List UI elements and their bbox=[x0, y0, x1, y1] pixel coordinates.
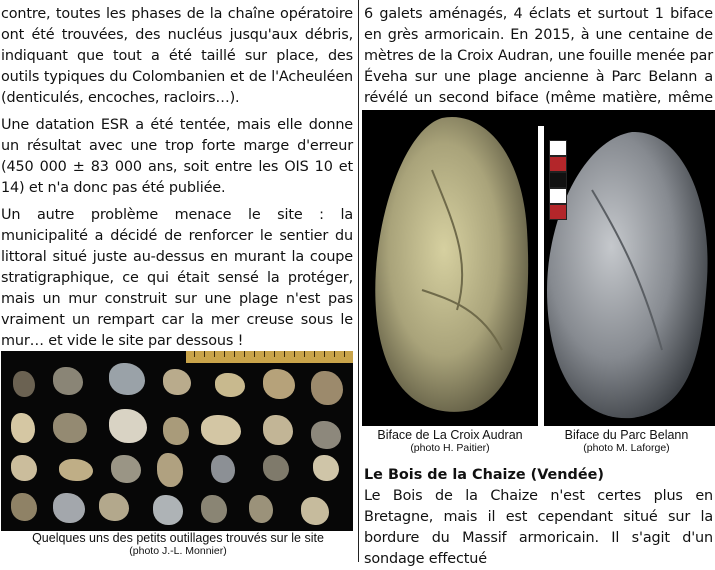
paragraph-datation-esr: Une datation ESR a été tentée, mais elle donne un résultat avec une trop forte marge d'erreur (450 000 ± 83 000 ans, soit entre les OIS 10 et 14) et n'a donc pas été publiée. bbox=[1, 117, 353, 196]
section-bois-chaize bbox=[362, 465, 715, 570]
bifaces-photo bbox=[362, 110, 715, 426]
flint-tool bbox=[11, 493, 37, 521]
biface-illustration bbox=[362, 110, 715, 426]
paragraph-chaine-operatoire: contre, toutes les phases de la chaîne opératoire ont été trouvées, des nucléus jusqu'aux débris, indiquant que tout a été taillé sur place, des outils typiques du Colombanien et de l'Acheuléen (denticulés, encoches, racloirs…). bbox=[1, 6, 353, 106]
flint-tool bbox=[53, 367, 83, 395]
flint-tool bbox=[111, 455, 141, 483]
flint-tool bbox=[311, 421, 341, 449]
left-column bbox=[0, 0, 356, 352]
biface-croix-audran bbox=[375, 117, 528, 412]
flint-tool bbox=[201, 495, 227, 523]
flint-tool bbox=[211, 455, 235, 483]
flint-tool bbox=[263, 455, 289, 481]
flint-tool bbox=[301, 497, 329, 525]
caption-credit: (photo H. Paitier) bbox=[410, 442, 490, 454]
paragraph-galets-bifaces: 6 galets aménagés, 4 éclats et surtout 1 biface en grès armoricain. En 2015, à une centaine de mètres de la Croix Audran, une fouille menée par Éveha sur une plage ancienne à Parc Belann a révélé un second biface (même matière, même bbox=[364, 6, 713, 106]
scale-ruler bbox=[186, 351, 353, 363]
caption-credit: (photo M. Laforge) bbox=[583, 442, 670, 454]
section-title: Le Bois de la Chaize (Vendée) bbox=[364, 467, 604, 483]
flint-tool bbox=[11, 413, 35, 443]
flint-tool bbox=[153, 495, 183, 525]
flint-tool bbox=[311, 371, 343, 405]
caption-text: Biface du Parc Belann bbox=[564, 428, 689, 442]
flint-tool bbox=[215, 373, 245, 397]
column-divider bbox=[358, 0, 359, 562]
flint-tool bbox=[263, 415, 293, 445]
flint-tool bbox=[11, 455, 37, 481]
flint-tool bbox=[313, 455, 339, 481]
flint-tool bbox=[157, 453, 183, 487]
flint-tool bbox=[13, 371, 35, 397]
flint-tool bbox=[249, 495, 273, 523]
paragraph-bois-chaize: Le Bois de la Chaize n'est certes plus en Bretagne, mais il est cependant situé sur la bordure du Massif armoricain. Il s'agit d'un sondage effectué bbox=[364, 488, 713, 567]
scale-bar bbox=[549, 140, 567, 220]
flint-tool bbox=[201, 415, 241, 445]
flint-tool bbox=[53, 413, 87, 443]
paragraph-probleme-site: Un autre problème menace le site : la municipalité a décidé de renforcer le sentier du littoral situé juste au-dessus en murant la coupe stratigraphique, ce qui était sensé la protéger, mais un mur construit sur une plage n'est pas vraiment un rempart car la mer creuse sous le mur… et vide le site par dessous ! bbox=[1, 207, 353, 349]
flint-tool bbox=[59, 459, 93, 481]
biface-parc-belann bbox=[547, 132, 708, 418]
tools-photo bbox=[1, 351, 353, 531]
photo2-caption bbox=[538, 428, 715, 454]
flint-tool bbox=[109, 363, 145, 395]
caption-text: Quelques uns des petits outillages trouvés sur le site bbox=[32, 531, 324, 545]
caption-credit: (photo J.-L. Monnier) bbox=[129, 545, 227, 557]
flint-tool bbox=[99, 493, 129, 521]
caption-text: Biface de La Croix Audran bbox=[377, 428, 523, 442]
flint-tool bbox=[163, 369, 191, 395]
tools-photo-caption bbox=[0, 531, 356, 557]
flint-tool bbox=[109, 409, 147, 443]
flint-tool bbox=[53, 493, 85, 523]
flint-tool bbox=[263, 369, 295, 399]
photo1-caption bbox=[362, 428, 538, 454]
flint-tool bbox=[163, 417, 189, 445]
